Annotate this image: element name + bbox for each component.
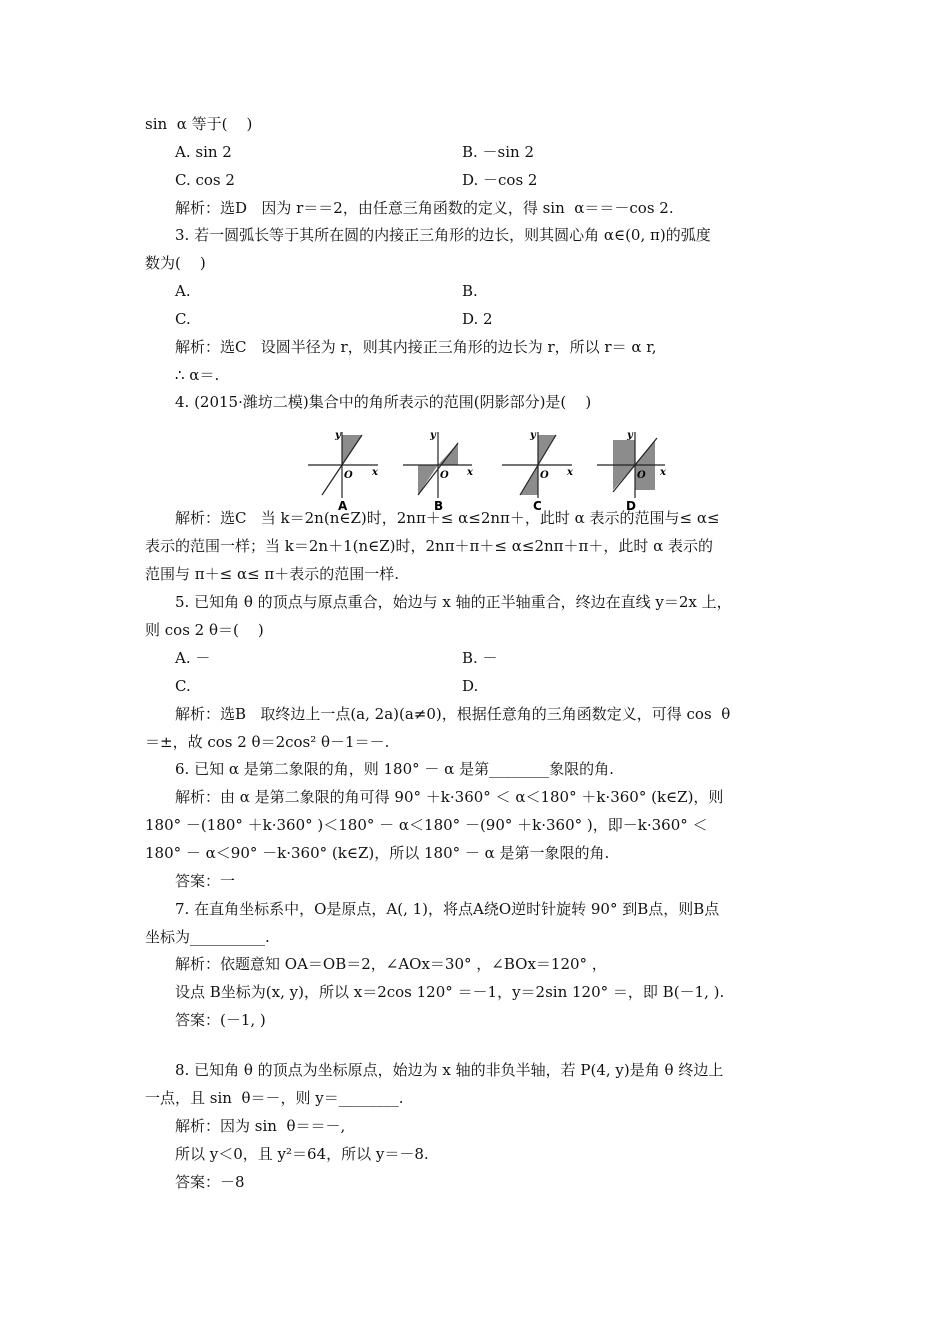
text-line: 则 cos 2 θ＝( ) — [145, 621, 264, 639]
text-line: A. sin 2 — [175, 143, 232, 161]
text-line: 6. 已知 α 是第二象限的角，则 180° － α 是第________象限的角. — [175, 760, 614, 778]
figure-panel-d — [597, 430, 667, 513]
x-axis-label: x — [660, 467, 666, 478]
y-axis-label: y — [627, 430, 633, 441]
option-right: D. — [462, 677, 479, 695]
text-line: 解析：由 α 是第二象限的角可得 90° ＋k·360° ＜ α＜180° ＋k·360° (k∈Z)，则 — [175, 788, 724, 806]
text-line: 5. 已知角 θ 的顶点与原点重合，始边与 x 轴的正半轴重合，终边在直线 y＝2x 上， — [175, 593, 732, 611]
figure-panel-c — [502, 430, 574, 513]
figure-label: A — [338, 499, 348, 513]
text-line: 4. (2015·潍坊二模)集合中的角所表示的范围(阴影部分)是( ) — [175, 393, 592, 411]
option-right: D. －cos 2 — [462, 171, 538, 189]
text-line: 答案：－8 — [175, 1173, 245, 1191]
x-axis-label: x — [567, 467, 573, 478]
text-line: 解析：选C 当 k＝2n(n∈Z)时，2nπ＋≤ α≤2nπ＋，此时 α 表示的范围与≤ α≤ — [175, 509, 720, 527]
option-right: D. 2 — [462, 310, 493, 328]
text-line: 解析：选B 取终边上一点(a, 2a)(a≠0)，根据任意角的三角函数定义，可得 cos θ — [175, 705, 731, 723]
text-line: 7. 在直角坐标系中，O是原点，A(, 1)，将点A绕O逆时针旋转 90° 到B点，则B点 — [175, 900, 720, 918]
text-line: 180° －(180° ＋k·360° )＜180° － α＜180° －(90° ＋k·360° )，即－k·360° ＜ — [145, 816, 708, 834]
text-line: 坐标为__________. — [145, 928, 270, 946]
figure-panel-b — [403, 430, 474, 513]
text-line: 解析：依题意知 OA＝OB＝2，∠AOx＝30° ，∠BOx＝120° ， — [175, 955, 607, 973]
origin-label: O — [540, 470, 549, 481]
y-axis-label: y — [530, 430, 536, 441]
y-axis-label: y — [430, 430, 436, 441]
text-line: C. — [175, 677, 191, 695]
text-line: 180° － α＜90° －k·360° (k∈Z)，所以 180° － α 是第一象限的角. — [145, 844, 610, 862]
origin-label: O — [440, 470, 449, 481]
figure-label: B — [434, 499, 444, 513]
option-right: B. — [462, 282, 478, 300]
text-line: 数为( ) — [145, 254, 206, 272]
text-line: 解析：选C 设圆半径为 r，则其内接正三角形的边长为 r，所以 r＝ α r, — [175, 338, 657, 356]
text-line: 8. 已知角 θ 的顶点为坐标原点，始边为 x 轴的非负半轴，若 P(4, y)是角 θ 终边上 — [175, 1061, 724, 1079]
text-line: 表示的范围一样；当 k＝2n＋1(n∈Z)时，2nπ＋π＋≤ α≤2nπ＋π＋，此时 α 表示的 — [145, 537, 714, 555]
x-axis-label: x — [372, 467, 378, 478]
text-line: 解析：选D 因为 r＝＝2，由任意三角函数的定义，得 sin α＝＝－cos 2. — [175, 199, 674, 217]
x-axis-label: x — [467, 467, 473, 478]
text-line: 所以 y＜0，且 y²＝64，所以 y＝－8. — [175, 1145, 429, 1163]
text-line: 解析：因为 sin θ＝＝－, — [175, 1117, 346, 1135]
text-line: C. cos 2 — [175, 171, 235, 189]
figures-svg — [300, 428, 680, 514]
text-line: 设点 B坐标为(x, y)，所以 x＝2cos 120° ＝－1，y＝2sin 120° ＝，即 B(－1, ). — [175, 983, 725, 1001]
figure-panel-a — [308, 430, 379, 513]
figure-label: C — [533, 499, 542, 513]
text-line: sin α 等于( ) — [145, 115, 253, 133]
text-line: 答案：一 — [175, 872, 236, 890]
text-line: ＝±，故 cos 2 θ＝2cos² θ－1＝－. — [145, 733, 390, 751]
text-line: 3. 若一圆弧长等于其所在圆的内接正三角形的边长，则其圆心角 α∈(0, π)的弧度 — [175, 226, 711, 244]
origin-label: O — [344, 470, 353, 481]
origin-label: O — [637, 470, 646, 481]
text-line: 答案：(－1, ) — [175, 1011, 266, 1029]
y-axis-label: y — [335, 430, 341, 441]
option-right: B. － — [462, 649, 498, 667]
text-line: A. — [175, 282, 191, 300]
text-line: 一点，且 sin θ＝－，则 y＝________. — [145, 1089, 404, 1107]
text-line: A. － — [175, 649, 211, 667]
option-right: B. －sin 2 — [462, 143, 535, 161]
text-line: ∴ α＝. — [175, 366, 220, 384]
text-line: C. — [175, 310, 191, 328]
option-figures — [300, 428, 680, 514]
figure-label: D — [626, 499, 636, 513]
text-line: 范围与 π＋≤ α≤ π＋表示的范围一样. — [145, 565, 400, 583]
